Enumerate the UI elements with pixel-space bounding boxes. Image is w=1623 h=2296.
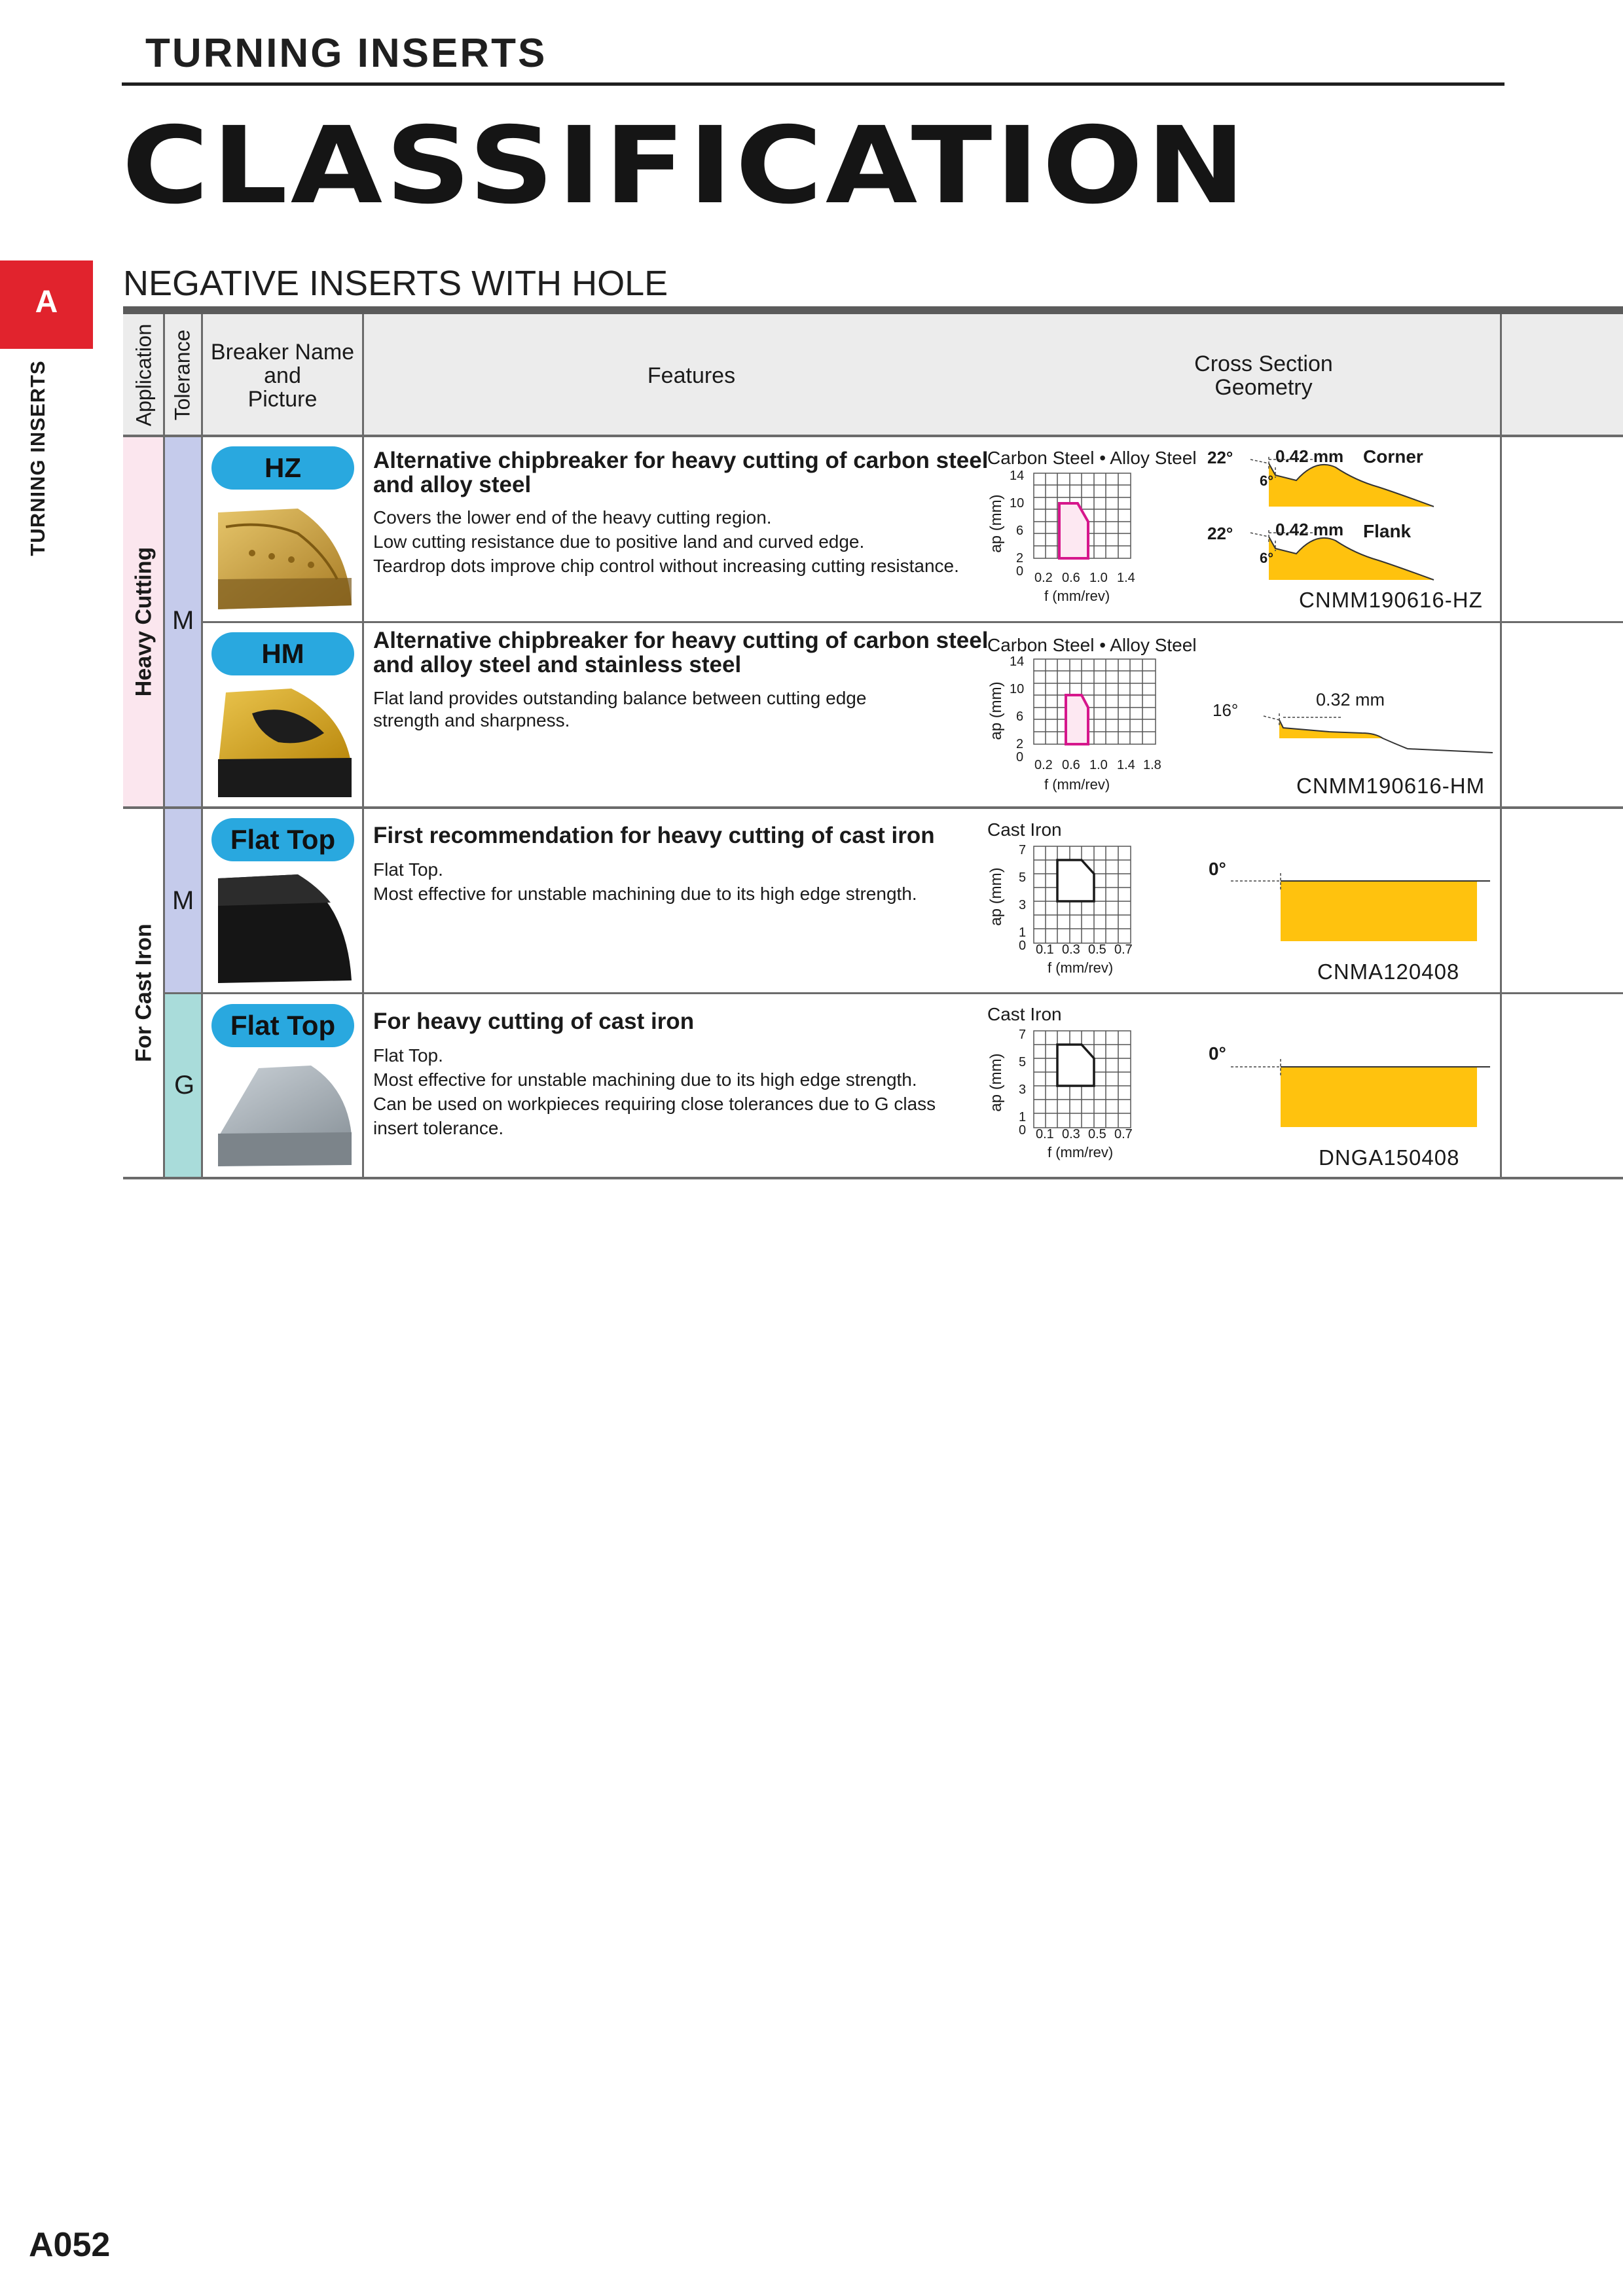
row-divider: [202, 621, 1623, 623]
chart-tick: 1.0: [1089, 758, 1108, 772]
cutting-range-chart: [1033, 1030, 1133, 1130]
feature-line: Flat land provides outstanding balance between cutting edge: [373, 688, 867, 708]
chart-title: Carbon Steel • Alloy Steel: [987, 635, 1197, 655]
insert-code: CNMM190616-HM: [1296, 774, 1486, 798]
chart-xlabel: f (mm/rev): [1048, 1144, 1114, 1160]
header-features: Features: [647, 363, 736, 388]
insert-code: DNGA150408: [1319, 1145, 1460, 1170]
chart-xlabel: f (mm/rev): [1048, 960, 1114, 976]
insert-code: CNMA120408: [1317, 960, 1460, 984]
chart-tick: 1.8: [1143, 758, 1161, 772]
hm-angle: 16°: [1213, 700, 1239, 720]
feature-line: Low cutting resistance due to positive land and curved edge.: [373, 531, 865, 552]
chart-tick: 10: [1010, 496, 1025, 511]
flank-land: 0.42 mm: [1275, 520, 1344, 539]
insert-code: CNMM190616-HZ: [1299, 588, 1483, 612]
col-divider: [362, 314, 364, 1178]
section-bar: [123, 306, 1623, 314]
chart-tick: 0.6: [1062, 758, 1080, 772]
section-tab: [0, 260, 93, 349]
chart-ylabel: ap (mm): [987, 494, 1005, 553]
chart-tick: 2: [1016, 737, 1024, 751]
chart-tick: 1: [1019, 1110, 1027, 1124]
application-cast-iron: For Cast Iron: [131, 924, 156, 1062]
chart-tick: 1.4: [1117, 758, 1135, 772]
chart-tick: 0: [1016, 564, 1024, 579]
insert-picture-hm: [213, 687, 356, 800]
chart-tick: 7: [1019, 1028, 1027, 1042]
feature-line: Teardrop dots improve chip control without increasing cutting resistance.: [373, 556, 959, 576]
feature-line: Flat Top.: [373, 859, 443, 880]
chart-title: Carbon Steel • Alloy Steel: [987, 448, 1197, 468]
feature-title: First recommendation for heavy cutting of cast iron: [373, 823, 935, 848]
tolerance-value: M: [172, 886, 194, 915]
chart-tick: 0: [1019, 939, 1027, 953]
corner-sub-angle: 6°: [1260, 473, 1274, 489]
flank-angle: 22°: [1207, 524, 1233, 543]
chart-ylabel: ap (mm): [987, 1053, 1005, 1112]
breaker-badge: HM: [211, 632, 354, 675]
cutting-range-chart: [1033, 846, 1133, 945]
chart-tick: 0.3: [1062, 942, 1080, 957]
header-tolerance: Tolerance: [170, 329, 194, 421]
chart-title: Cast Iron: [987, 819, 1062, 840]
chart-tick: 0.1: [1036, 942, 1054, 957]
header-breaker-line: Breaker Name: [210, 340, 355, 365]
corner-angle: 22°: [1207, 448, 1233, 467]
chart-tick: 5: [1019, 1055, 1027, 1069]
chart-tick: 1: [1019, 925, 1027, 940]
chart-tick: 5: [1019, 870, 1027, 885]
chart-tick: 0: [1019, 1123, 1027, 1138]
row-divider: [123, 1177, 1623, 1179]
chart-tick: 1.0: [1089, 571, 1108, 585]
chart-ylabel: ap (mm): [987, 867, 1005, 926]
flat-angle: 0°: [1209, 1043, 1226, 1064]
feature-title: Alternative chipbreaker for heavy cutting of carbon steel: [373, 448, 989, 473]
feature-line: Can be used on workpieces requiring close tolerances due to G class: [373, 1094, 936, 1114]
breaker-badge: Flat Top: [211, 1004, 354, 1047]
row-divider: [164, 992, 1623, 994]
feature-title: and alloy steel: [373, 472, 532, 497]
chart-tick: 0.7: [1114, 1127, 1133, 1141]
chart-tick: 0.5: [1088, 1127, 1106, 1141]
section-title: NEGATIVE INSERTS WITH HOLE: [123, 264, 668, 303]
header-breaker-line: and: [264, 363, 301, 388]
header-breaker: [203, 340, 362, 411]
chart-tick: 0: [1016, 750, 1024, 764]
flank-sub-angle: 6°: [1260, 550, 1274, 566]
feature-line: Most effective for unstable machining due to its high edge strength.: [373, 1069, 917, 1090]
chart-tick: 10: [1010, 682, 1025, 696]
cross-section-flat: [1231, 1047, 1493, 1132]
row-divider: [123, 806, 1623, 809]
chart-tick: 3: [1019, 898, 1027, 912]
chart-tick: 0.3: [1062, 1127, 1080, 1141]
application-heavy-cutting: Heavy Cutting: [131, 547, 156, 697]
section-tab-letter: A: [35, 285, 58, 319]
chart-tick: 0.2: [1034, 571, 1053, 585]
chart-tick: 0.7: [1114, 942, 1133, 957]
insert-picture-flat-top: [213, 873, 356, 986]
feature-title: For heavy cutting of cast iron: [373, 1009, 695, 1034]
chart-title: Cast Iron: [987, 1004, 1062, 1024]
tolerance-value: M: [172, 606, 194, 635]
chart-tick: 1.4: [1117, 571, 1135, 585]
chart-tick: 0.1: [1036, 1127, 1054, 1141]
side-label: TURNING INSERTS: [26, 360, 49, 556]
header-label: TURNING INSERTS: [145, 31, 547, 76]
header-cross-section: [1126, 352, 1401, 399]
chart-tick: 6: [1016, 524, 1024, 538]
header-cross-line: Geometry: [1214, 375, 1313, 400]
feature-title: and alloy steel and stainless steel: [373, 652, 742, 677]
col-divider: [1500, 314, 1502, 1178]
breaker-badge: Flat Top: [211, 818, 354, 861]
header-application: Application: [132, 323, 156, 427]
feature-line: strength and sharpness.: [373, 710, 570, 730]
page-title: CLASSIFICATION: [122, 105, 1249, 228]
col-divider: [163, 314, 165, 1178]
chart-xlabel: f (mm/rev): [1044, 588, 1110, 604]
corner-land: 0.42 mm: [1275, 446, 1344, 466]
chart-tick: 7: [1019, 843, 1027, 857]
chart-tick: 14: [1010, 655, 1025, 669]
header-cross-line: Cross Section: [1194, 351, 1333, 376]
corner-label: Corner: [1363, 446, 1423, 467]
chart-tick: 2: [1016, 551, 1024, 565]
feature-line: Covers the lower end of the heavy cutting region.: [373, 507, 772, 528]
hm-land: 0.32 mm: [1316, 690, 1385, 709]
chart-tick: 6: [1016, 709, 1024, 724]
feature-line: insert tolerance.: [373, 1118, 504, 1138]
feature-line: Most effective for unstable machining due to its high edge strength.: [373, 884, 917, 904]
col-divider: [201, 314, 203, 1178]
tolerance-value: G: [174, 1071, 195, 1100]
cross-section-flat: [1231, 861, 1493, 946]
breaker-badge: HZ: [211, 446, 354, 490]
cutting-range-chart: [1033, 473, 1133, 560]
feature-line: Flat Top.: [373, 1045, 443, 1066]
insert-picture-flat-top-g: [213, 1063, 356, 1168]
flank-label: Flank: [1363, 521, 1412, 541]
chart-tick: 14: [1010, 469, 1025, 483]
header-rule: [122, 82, 1504, 86]
cutting-range-chart: [1033, 658, 1158, 746]
chart-tick: 0.5: [1088, 942, 1106, 957]
row-divider: [123, 435, 1623, 437]
page-number: A052: [29, 2226, 111, 2264]
chart-xlabel: f (mm/rev): [1044, 776, 1110, 793]
chart-tick: 0.6: [1062, 571, 1080, 585]
feature-title: Alternative chipbreaker for heavy cutting of carbon steel: [373, 628, 989, 653]
insert-picture-hz: [213, 501, 356, 613]
flat-angle: 0°: [1209, 859, 1226, 879]
chart-ylabel: ap (mm): [987, 681, 1005, 740]
chart-tick: 3: [1019, 1083, 1027, 1097]
header-breaker-line: Picture: [247, 387, 318, 412]
chart-tick: 0.2: [1034, 758, 1053, 772]
